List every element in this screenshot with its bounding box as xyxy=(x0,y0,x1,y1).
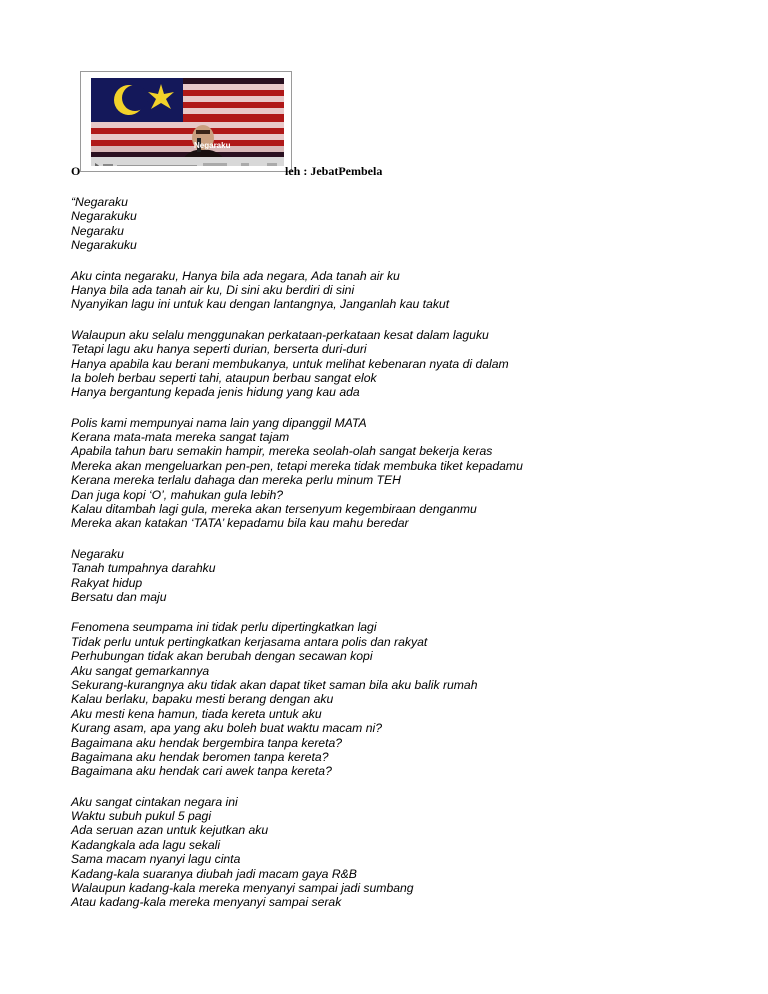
lyric-line: Tanah tumpahnya darahku xyxy=(71,561,216,576)
stanza xyxy=(71,547,671,605)
lyric-line: Bersatu dan maju xyxy=(71,589,167,604)
lyric-line: Kalau berlaku, bapaku mesti berang dengan aku xyxy=(71,692,334,707)
lyric-line: Tidak perlu untuk pertingkatkan kerjasama antara polis dan rakyat xyxy=(71,634,428,649)
lyric-line: “Negaraku xyxy=(71,195,128,209)
video-screen[interactable] xyxy=(91,78,284,166)
stanza xyxy=(71,620,671,778)
lyric-line: Aku cinta negaraku, Hanya bila ada negara, Ada tanah air ku xyxy=(71,268,400,283)
stanza xyxy=(71,328,671,400)
title-end: leh : JebatPembela xyxy=(285,164,383,178)
lyric-line: Perhubungan tidak akan berubah dengan secawan kopi xyxy=(71,649,373,664)
lyric-line: Sekurang-kurangnya aku tidak akan dapat tiket saman bila aku balik rumah xyxy=(71,677,478,692)
lyric-line: Walaupun kadang-kala mereka menyanyi sampai jadi sumbang xyxy=(71,881,414,896)
lyric-line: Tetapi lagu aku hanya seperti durian, berserta duri-duri xyxy=(71,342,367,357)
lyric-line: Ia boleh berbau seperti tahi, ataupun berbau sangat elok xyxy=(71,370,377,385)
title-start: O xyxy=(71,164,81,178)
lyric-line: Negaraku xyxy=(71,546,124,561)
lyric-line: Dan juga kopi ‘O’, mahukan gula lebih? xyxy=(71,487,284,502)
stanza xyxy=(71,416,671,531)
lyric-line: Apabila tahun baru semakin hampir, mereka seolah-olah sangat bekerja keras xyxy=(71,444,493,459)
fullscreen-icon xyxy=(267,163,277,166)
flag-image xyxy=(91,78,284,166)
lyric-line: Mereka akan katakan ‘TATA’ kepadamu bila kau mahu beredar xyxy=(71,516,409,531)
lyric-line: Negarakuku xyxy=(71,238,137,253)
stanza xyxy=(71,795,671,910)
lyric-line: Mereka akan mengeluarkan pen-pen, tetapi mereka tidak membuka tiket kepadamu xyxy=(71,458,523,473)
lyric-line: Negarakuku xyxy=(71,209,137,224)
lyric-line: Aku sangat gemarkannya xyxy=(71,663,210,678)
lyric-line: Aku mesti kena hamun, tiada kereta untuk aku xyxy=(71,706,322,721)
lyric-line: Kalau ditambah lagi gula, mereka akan tersenyum kegembiraan denganmu xyxy=(71,502,477,517)
lyric-line: Bagaimana aku hendak cari awek tanpa kereta? xyxy=(71,764,332,779)
lyric-line: Kerana mata-mata mereka sangat tajam xyxy=(71,430,290,445)
time-display xyxy=(203,163,227,166)
lyric-line: Fenomena seumpama ini tidak perlu dipertingkatkan lagi xyxy=(71,620,377,635)
lyric-line: Aku sangat cintakan negara ini xyxy=(71,794,238,809)
lyric-line: Kerana mereka terlalu dahaga dan mereka perlu minum TEH xyxy=(71,473,401,488)
progress-track xyxy=(117,165,197,166)
video-caption: Negaraku xyxy=(194,141,231,150)
lyrics-body xyxy=(71,195,671,926)
lyric-line: Hanya bila ada tanah air ku, Di sini aku berdiri di sini xyxy=(71,282,355,297)
lyric-line: Negaraku xyxy=(71,223,124,238)
volume-icon xyxy=(103,164,113,166)
lyric-line: Kadang-kala suaranya diubah jadi macam gaya R&B xyxy=(71,866,357,881)
lyric-line: Nyanyikan lagu ini untuk kau dengan lantangnya, Janganlah kau takut xyxy=(71,297,450,312)
settings-icon xyxy=(241,163,249,166)
lyric-line: Hanya apabila kau berani membukanya, untuk melihat kebenaran nyata di dalam xyxy=(71,356,509,371)
lyric-line: Atau kadang-kala mereka menyanyi sampai serak xyxy=(71,895,342,910)
lyric-line: Bagaimana aku hendak bergembira tanpa kereta? xyxy=(71,735,343,750)
lyric-line: Hanya bergantung kepada jenis hidung yang kau ada xyxy=(71,385,360,400)
stanza xyxy=(71,195,671,253)
lyric-line: Sama macam nyanyi lagu cinta xyxy=(71,852,241,867)
play-icon xyxy=(95,163,99,166)
lyric-line: Kadangkala ada lagu sekali xyxy=(71,837,221,852)
lyric-line: Waktu subuh pukul 5 pagi xyxy=(71,809,212,824)
lyric-line: Walaupun aku selalu menggunakan perkataan-perkataan kesat dalam laguku xyxy=(71,327,489,342)
video-controls[interactable] xyxy=(91,157,284,166)
lyric-line: Rakyat hidup xyxy=(71,575,143,590)
lyric-line: Bagaimana aku hendak beromen tanpa kereta? xyxy=(71,749,329,764)
lyric-line: Ada seruan azan untuk kejutkan aku xyxy=(71,823,269,838)
lyric-line: Kurang asam, apa yang aku boleh buat waktu macam ni? xyxy=(71,721,382,736)
lyric-line: Polis kami mempunyai nama lain yang dipanggil MATA xyxy=(71,415,367,430)
video-thumbnail[interactable] xyxy=(80,71,292,172)
stanza xyxy=(71,269,671,312)
